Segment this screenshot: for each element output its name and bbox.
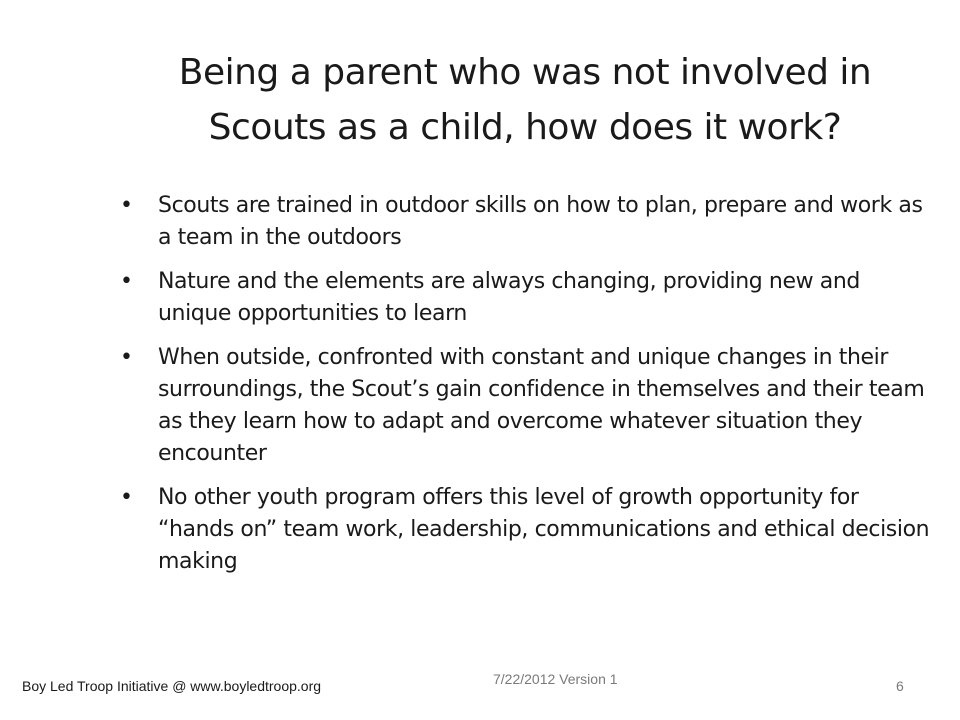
bullet-item <box>120 342 930 470</box>
slide-number: 6 <box>896 678 904 694</box>
footer-website: Boy Led Troop Initiative @ www.boyledtroop.org <box>22 678 322 694</box>
bullet-marker: • <box>120 345 133 370</box>
slide-title: Being a parent who was not involved in Scouts as a child, how does it work? <box>178 52 872 148</box>
bullet-item <box>120 190 930 254</box>
bullet-item <box>120 266 930 330</box>
bullet-list <box>120 190 930 590</box>
bullet-item <box>120 482 930 578</box>
bullet-text: No other youth program offers this level of growth opportunity for “hands on” team work, leadership, communications and ethical decision making <box>158 485 930 574</box>
bullet-marker: • <box>120 485 133 510</box>
bullet-text: Scouts are trained in outdoor skills on how to plan, prepare and work as a team in the outdoors <box>158 193 923 250</box>
bullet-marker: • <box>120 269 133 294</box>
bullet-marker: • <box>120 193 133 218</box>
bullet-text: Nature and the elements are always changing, providing new and unique opportunities to learn <box>158 269 860 326</box>
bullet-text: When outside, confronted with constant and unique changes in their surroundings, the Scout’s gain confidence in themselves and their team as they learn how to adapt and overcome whatever situation they encounter <box>158 345 925 466</box>
footer-date-version: 7/22/2012 Version 1 <box>493 671 618 687</box>
